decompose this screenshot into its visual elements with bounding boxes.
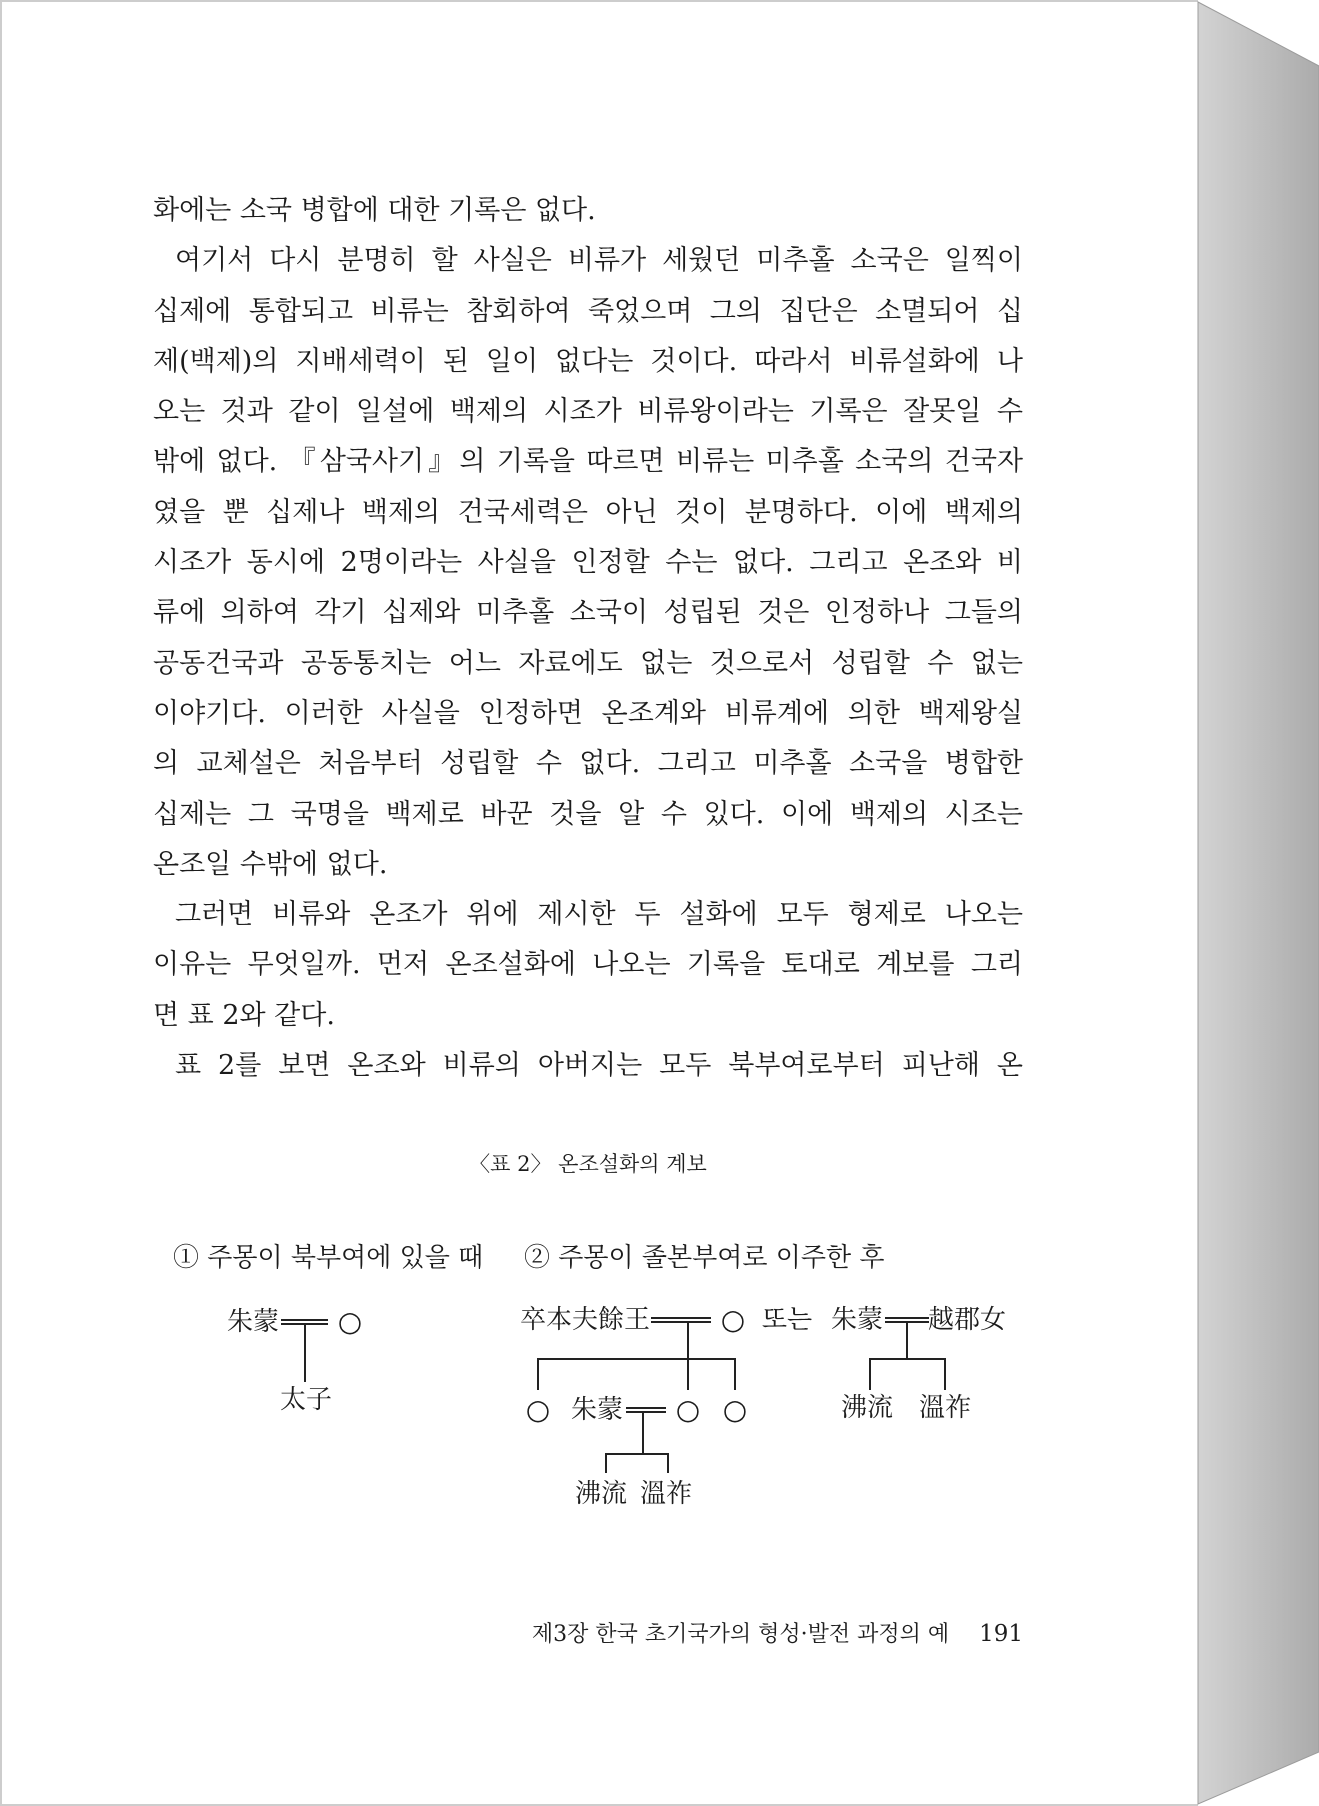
tree-2-grandmother: ○ [720,1303,746,1336]
connector-line [642,1413,644,1454]
body-line: 제(백제)의 지배세력이 된 일이 없다는 것이다. 따라서 비류설화에 나 [153,345,1023,377]
body-line: 십제는 그 국명을 백제로 바꾼 것을 알 수 있다. 이에 백제의 시조는 [153,798,1023,830]
tree-3-child: 沸流 [840,1393,893,1423]
tree-3-mother: 越郡女 [927,1305,1006,1335]
body-text [153,186,1023,1091]
tree-2-grandfather: 卒本夫餘王 [520,1305,651,1335]
connector-line [687,1323,689,1390]
body-line: 밖에 없다. 『삼국사기』의 기록을 따르면 비류는 미추홀 소국의 건국자 [153,446,1023,478]
case-1-label: ① 주몽이 북부여에 있을 때 [173,1243,484,1273]
tree-2-son-in-law: 朱蒙 [570,1395,623,1425]
alternative-label: 또는 [761,1305,813,1335]
body-line: 였을 뿐 십제나 백제의 건국세력은 아닌 것이 분명하다. 이에 백제의 [153,496,1023,528]
body-line: 그러면 비류와 온조가 위에 제시한 두 설화에 모두 형제로 나오는 [175,899,1023,931]
page-footer [153,1616,1023,1652]
body-line: 오는 것과 같이 일설에 백제의 시조가 비류왕이라는 기록은 잘못일 수 [153,396,1023,428]
connector-line [869,1358,946,1360]
tree-3-child: 溫祚 [918,1393,971,1423]
tree-1-child: 太子 [279,1385,332,1415]
connector-line [537,1358,736,1360]
case-2-label: ② 주몽이 졸본부여로 이주한 후 [524,1243,885,1273]
running-head: 제3장 한국 초기국가의 형성·발전 과정의 예 [531,1622,950,1647]
tree-1-father: 朱蒙 [226,1307,279,1337]
body-line: 온조일 수밖에 없다. [153,848,388,880]
marriage-double-line [651,1317,711,1323]
body-line: 화에는 소국 병합에 대한 기록은 없다. [153,195,596,226]
body-line: 시조가 동시에 2명이라는 사실을 인정할 수는 없다. 그리고 온조와 비 [153,547,1023,579]
connector-line [304,1325,306,1382]
tree-2-grandchild: 沸流 [574,1479,627,1509]
connector-line [869,1358,871,1390]
body-line: 공동건국과 공동통치는 어느 자료에도 없는 것으로서 성립할 수 없는 [153,647,1023,679]
body-line: 류에 의하여 각기 십제와 미추홀 소국이 성립된 것은 인정하나 그들의 [153,597,1023,629]
tree-3-father: 朱蒙 [830,1305,883,1335]
connector-line [734,1358,736,1390]
paragraph [153,186,1023,236]
tree-2-child: ○ [722,1393,748,1426]
connector-line [944,1358,946,1390]
paragraph [153,236,1023,890]
tree-2-grandchild: 溫祚 [639,1479,692,1509]
body-line: 여기서 다시 분명히 할 사실은 비류가 세웠던 미추홀 소국은 일찍이 [175,245,1023,277]
connector-line [667,1453,669,1473]
body-line: 이야기다. 이러한 사실을 인정하면 온조계와 비류계에 의한 백제왕실 [153,697,1023,729]
tree-1-mother: ○ [337,1305,363,1338]
connector-line [906,1323,908,1359]
paragraph [153,1041,1023,1091]
connector-line [605,1453,607,1473]
connector-line [537,1358,539,1390]
body-line: 표 2를 보면 온조와 비류의 아버지는 모두 북부여로부터 피난해 온 [175,1050,1023,1082]
body-line: 의 교체설은 처음부터 성립할 수 없다. 그리고 미추홀 소국을 병합한 [153,748,1023,780]
tree-2-child: ○ [675,1393,701,1426]
paragraph [153,890,1023,1041]
body-line: 이유는 무엇일까. 먼저 온조설화에 나오는 기록을 토대로 계보를 그리 [153,949,1023,981]
marriage-double-line [626,1407,666,1413]
body-line: 면 표 2와 같다. [153,999,335,1031]
tree-2-child: ○ [525,1393,551,1426]
figure-caption: 〈표 2〉 온조설화의 계보 [469,1152,707,1176]
body-line: 십제에 통합되고 비류는 참회하여 죽었으며 그의 집단은 소멸되어 십 [153,295,1023,327]
page-number: 191 [979,1621,1023,1647]
connector-line [605,1453,669,1455]
book-edge-shape [1198,2,1319,1804]
